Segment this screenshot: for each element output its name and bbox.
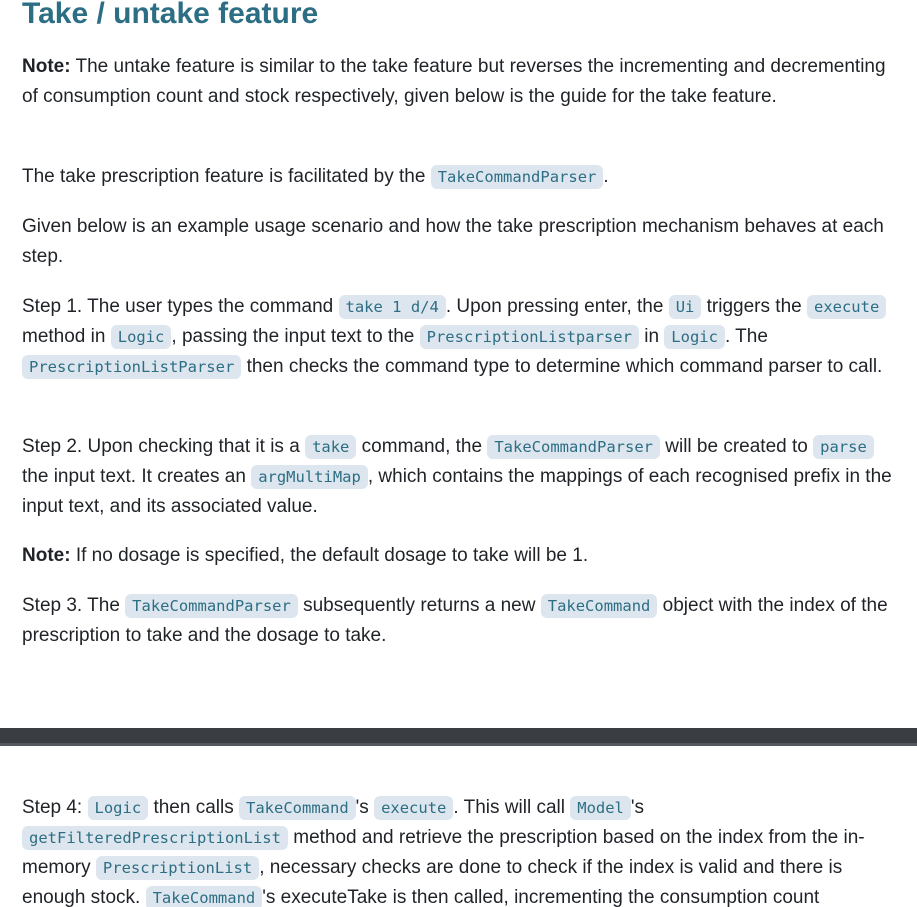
inline-code: Logic — [111, 325, 172, 349]
inline-code: take 1 d/4 — [339, 295, 446, 319]
inline-code: Logic — [88, 796, 149, 820]
note-dosage-paragraph: Note: If no dosage is specified, the default dosage to take will be 1. — [22, 545, 589, 566]
step-2-paragraph: Step 2. Upon checking that it is a take command, the TakeCommandParser will be created to parse the input text. It creates an argMultiMap , which contains the mappings of each recognised prefix in the input text, and its associated value. — [22, 436, 892, 517]
inline-code: Ui — [669, 295, 702, 319]
inline-code: TakeCommand — [146, 886, 263, 907]
page-divider — [0, 728, 917, 746]
inline-code: TakeCommand — [239, 796, 356, 820]
inline-code: getFilteredPrescriptionList — [22, 826, 288, 850]
inline-code: TakeCommand — [541, 594, 658, 618]
document-page-bottom — [0, 746, 917, 907]
inline-code: Model — [570, 796, 631, 820]
section-heading: Take / untake feature — [22, 0, 319, 30]
facilitated-paragraph: The take prescription feature is facilitated by the TakeCommandParser . — [22, 166, 609, 187]
note-label: Note: — [22, 56, 71, 77]
step-1-paragraph: Step 1. The user types the command take 1 d/4 . Upon pressing enter, the Ui triggers the execute method in Logic , passing the input text to the PrescriptionListparser in Logic . The PrescriptionListParser then checks the command type to determine which command parser to call. — [22, 292, 902, 382]
inline-code: TakeCommandParser — [125, 594, 298, 618]
inline-code: take — [305, 435, 356, 459]
inline-code: execute — [807, 295, 886, 319]
note-label: Note: — [22, 545, 71, 566]
inline-code: execute — [374, 796, 453, 820]
inline-code: PrescriptionList — [96, 856, 259, 880]
note-untake-paragraph: Note: The untake feature is similar to the take feature but reverses the incrementing and decrementing of consumption count and stock respectively, given below is the guide for the take feature. — [22, 56, 886, 107]
step-4-paragraph: Step 4: Logic then calls TakeCommand 's execute . This will call Model 's getFilteredPrescriptionList method and retrieve the prescription based on the index from the in-memory PrescriptionList , necessary checks are done to check if the index is valid and there is enough stock. TakeCommand 's executeTake is then called, incrementing the consumption count — [22, 793, 902, 907]
inline-code: PrescriptionListparser — [420, 325, 639, 349]
inline-code: parse — [813, 435, 874, 459]
step-3-paragraph: Step 3. The TakeCommandParser subsequently returns a new TakeCommand object with the index of the prescription to take and the dosage to take. — [22, 595, 888, 646]
inline-code: PrescriptionListParser — [22, 355, 241, 379]
inline-code: Logic — [664, 325, 725, 349]
inline-code: TakeCommandParser — [487, 435, 660, 459]
scenario-paragraph: Given below is an example usage scenario and how the take prescription mechanism behaves at each step. — [22, 216, 884, 267]
inline-code: TakeCommandParser — [431, 165, 604, 189]
inline-code: argMultiMap — [251, 465, 368, 489]
